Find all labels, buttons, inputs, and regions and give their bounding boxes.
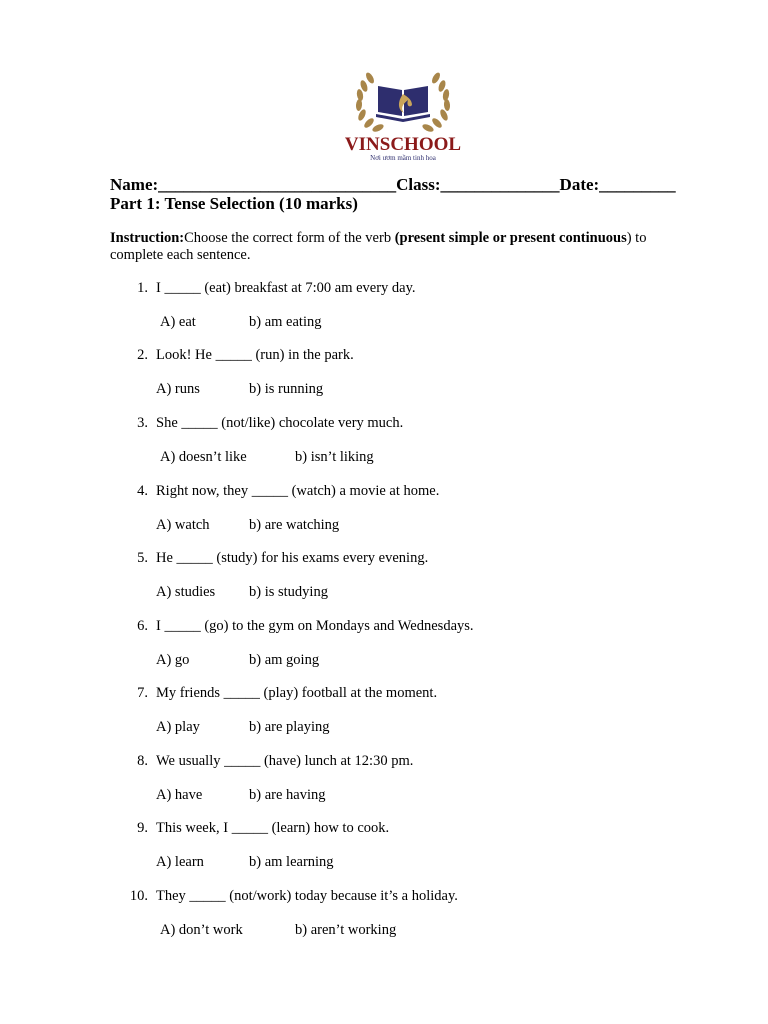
option-b: b) isn’t liking <box>295 449 374 465</box>
instruction-label: Instruction: <box>110 230 185 246</box>
question-number: 3. <box>137 415 148 431</box>
instruction-block <box>110 230 690 264</box>
logo-tagline: Nơi ươm mầm tinh hoa <box>370 154 436 162</box>
option-b: b) are playing <box>249 719 330 735</box>
question-number: 5. <box>137 550 148 566</box>
question-text: We usually _____ (have) lunch at 12:30 pm. <box>156 753 414 769</box>
option-b: b) is studying <box>249 584 328 600</box>
option-a: A) doesn’t like <box>160 449 247 465</box>
question-number: 8. <box>137 753 148 769</box>
student-info-line: Name:____________________________Class:______________Date:_________ <box>110 175 676 194</box>
question-text: Right now, they _____ (watch) a movie at home. <box>156 483 440 499</box>
option-b: b) am going <box>249 652 320 668</box>
question-number: 1. <box>137 280 148 296</box>
vinschool-emblem-icon <box>340 64 466 162</box>
question-text: He _____ (study) for his exams every evening. <box>156 550 429 566</box>
instruction-text-end: ) to complete each sentence. <box>110 230 647 263</box>
logo-wordmark: VINSCHOOL <box>344 134 462 155</box>
question-text: Look! He _____ (run) in the park. <box>156 347 354 363</box>
option-a: A) don’t work <box>160 922 243 938</box>
question-text: They _____ (not/work) today because it’s a holiday. <box>156 888 458 904</box>
question-number: 2. <box>137 347 148 363</box>
option-a: A) learn <box>156 854 204 870</box>
option-a: A) watch <box>156 517 210 533</box>
question-number: 6. <box>137 618 148 634</box>
question-number: 9. <box>137 820 148 836</box>
option-a: A) runs <box>156 381 200 397</box>
option-a: A) studies <box>156 584 216 600</box>
part-title: Part 1: Tense Selection (10 marks) <box>110 194 358 213</box>
instruction-emphasis: (present simple or present continuous <box>394 230 627 246</box>
question-text: She _____ (not/like) chocolate very much. <box>156 415 404 431</box>
option-a: A) play <box>156 719 200 735</box>
question-text: My friends _____ (play) football at the moment. <box>156 685 438 701</box>
question-text: I _____ (eat) breakfast at 7:00 am every day. <box>156 280 416 296</box>
option-b: b) aren’t working <box>295 922 397 938</box>
option-b: b) is running <box>249 381 324 397</box>
question-number: 7. <box>137 685 148 701</box>
question-text: I _____ (go) to the gym on Mondays and Wednesdays. <box>156 618 474 634</box>
option-b: b) am learning <box>249 854 334 870</box>
option-a: A) have <box>156 787 203 803</box>
instruction-text: Choose the correct form of the verb <box>184 230 395 246</box>
question-number: 10. <box>129 888 148 904</box>
question-number: 4. <box>137 483 148 499</box>
option-a: A) eat <box>160 314 196 330</box>
option-b: b) are watching <box>249 517 340 533</box>
vinschool-logo <box>340 64 466 162</box>
question-text: This week, I _____ (learn) how to cook. <box>156 820 390 836</box>
option-b: b) are having <box>249 787 326 803</box>
option-b: b) am eating <box>249 314 322 330</box>
option-a: A) go <box>156 652 190 668</box>
